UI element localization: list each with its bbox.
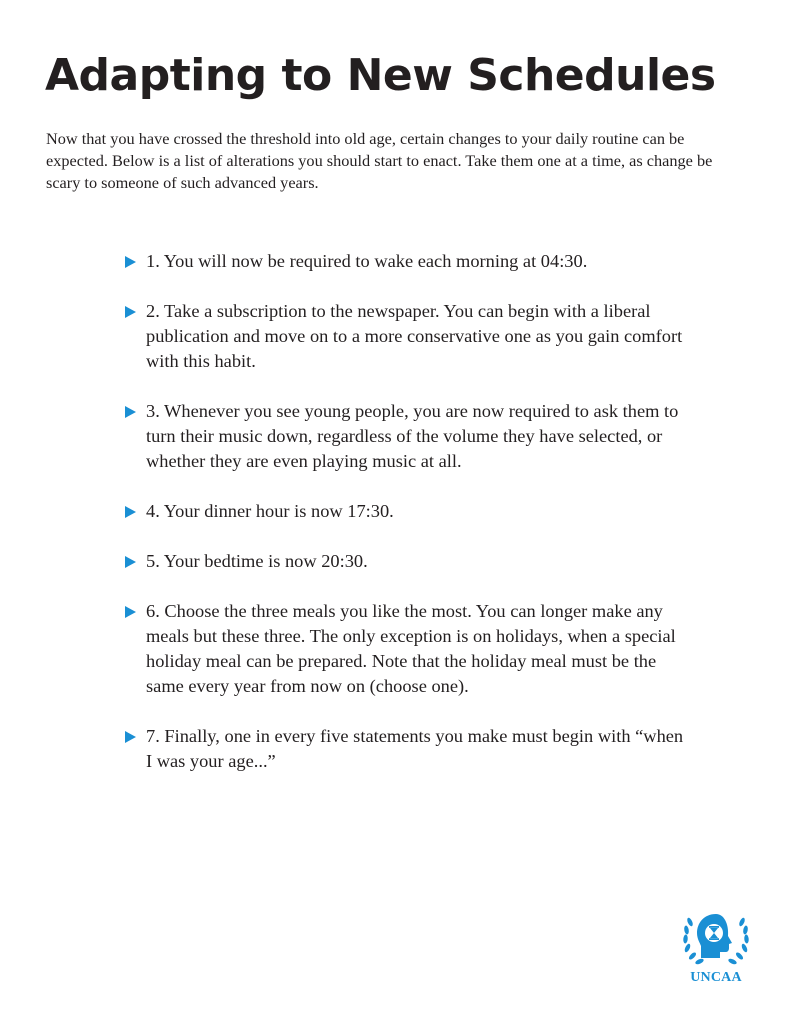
uncaa-logo: [680, 908, 752, 990]
intro-paragraph: Now that you have crossed the threshold into old age, certain changes to your daily routine can be expected. Below is a list of alterations you should start to enact. Take them one at a time, as change be scary to someone of such advanced years.: [46, 129, 713, 192]
list-item: [124, 299, 684, 374]
page-title: Adapting to New Schedules: [45, 50, 716, 101]
list-item-text: 2. Take a subscription to the newspaper. You can begin with a liberal publication and move on to a more conservative one as you gain comfort with this habit.: [146, 301, 683, 371]
list-item-text: 7. Finally, one in every five statements you make must begin with “when I was your age...”: [146, 726, 684, 771]
triangle-bullet-icon: [125, 556, 136, 568]
triangle-bullet-icon: [125, 306, 136, 318]
list-item: [124, 724, 684, 774]
list-item: [124, 599, 684, 699]
list-item: [124, 249, 684, 274]
list-item-text: 4. Your dinner hour is now 17:30.: [146, 501, 394, 521]
list-item-text: 3. Whenever you see young people, you are now required to ask them to turn their music down, regardless of the volume they have selected, or whether they are even playing music at all.: [146, 401, 679, 471]
list-item: [124, 399, 684, 474]
head-hourglass-laurel-icon: [680, 908, 752, 970]
logo-text: UNCAA: [690, 970, 742, 985]
list-item: [124, 549, 684, 574]
triangle-bullet-icon: [125, 731, 136, 743]
triangle-bullet-icon: [125, 256, 136, 268]
triangle-bullet-icon: [125, 406, 136, 418]
list-item-text: 5. Your bedtime is now 20:30.: [146, 551, 368, 571]
schedule-list: [124, 249, 684, 799]
list-item-text: 6. Choose the three meals you like the most. You can longer make any meals but these three. The only exception is on holidays, when a special holiday meal can be prepared. Note that the holiday meal must be the same every year from now on (choose one).: [146, 601, 676, 696]
triangle-bullet-icon: [125, 606, 136, 618]
triangle-bullet-icon: [125, 506, 136, 518]
list-item: [124, 499, 684, 524]
list-item-text: 1. You will now be required to wake each morning at 04:30.: [146, 251, 588, 271]
